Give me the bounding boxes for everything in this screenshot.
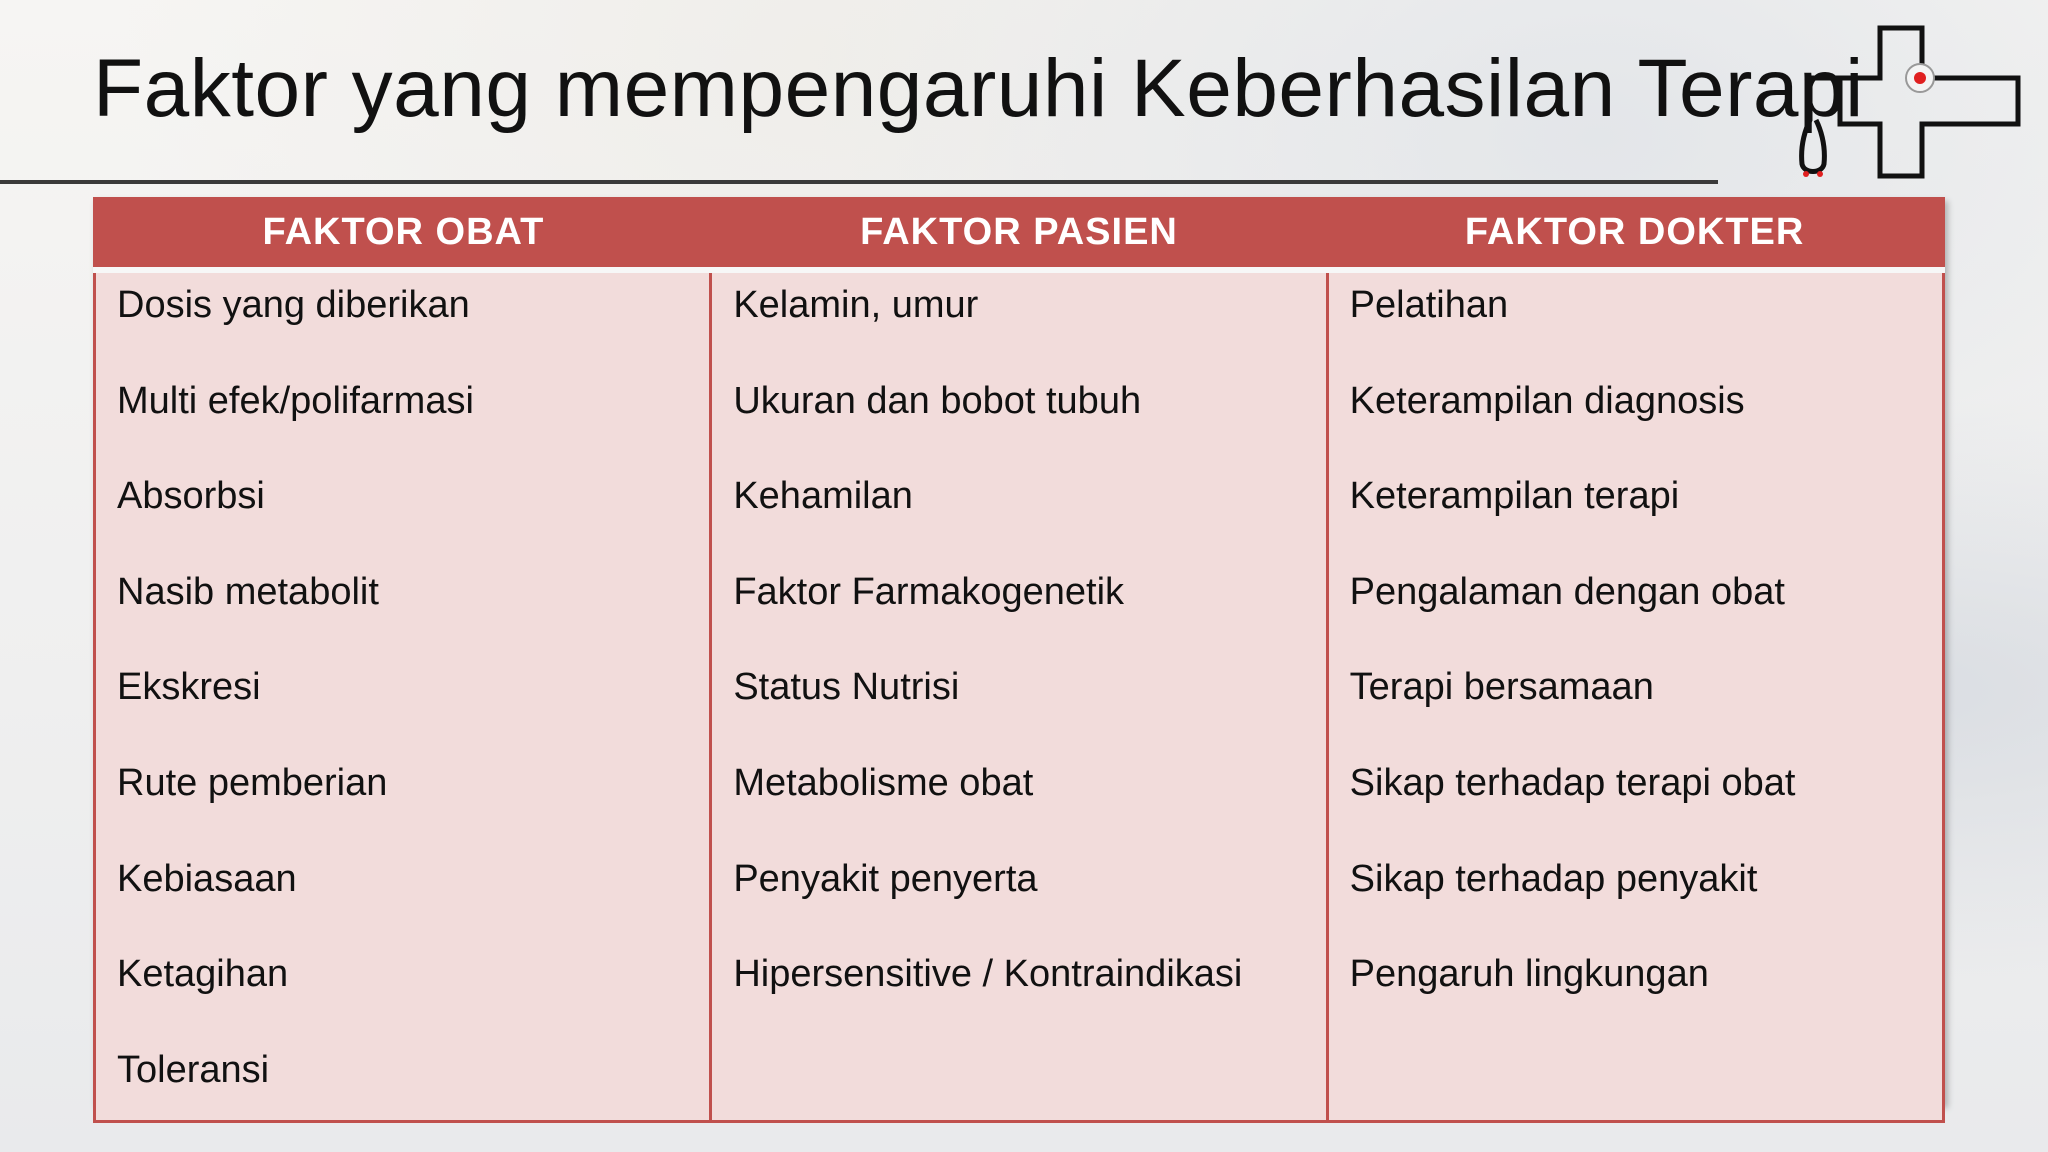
factors-table — [93, 197, 1945, 1123]
cell-text: Toleransi — [117, 1048, 270, 1091]
table-row — [95, 369, 1944, 465]
header-faktor-dokter: FAKTOR DOKTER — [1327, 197, 1943, 270]
cell-text: Penyakit penyerta — [733, 857, 1038, 900]
table-cell — [95, 369, 711, 465]
slide-title: Faktor yang mempengaruhi Keberhasilan Terapi — [93, 43, 1864, 134]
table-cell — [711, 942, 1327, 1038]
table-row — [95, 942, 1944, 1038]
table-cell — [711, 751, 1327, 847]
cell-text: Ukuran dan bobot tubuh — [733, 379, 1142, 422]
cell-text: Pengalaman dengan obat — [1349, 570, 1785, 613]
table-cell — [1327, 847, 1943, 943]
header-faktor-obat: FAKTOR OBAT — [95, 197, 711, 270]
cell-text: Kebiasaan — [117, 857, 297, 900]
cell-text: Pengaruh lingkungan — [1349, 953, 1709, 996]
table-cell — [95, 751, 711, 847]
cell-text: Keterampilan terapi — [1349, 475, 1680, 518]
table-row — [95, 847, 1944, 943]
table-row — [95, 464, 1944, 560]
table-cell — [711, 270, 1327, 369]
cell-text: Sikap terhadap terapi obat — [1349, 761, 1796, 804]
cell-text: Ketagihan — [117, 953, 289, 996]
cell-text: Absorbsi — [117, 475, 265, 518]
table-cell — [711, 560, 1327, 656]
table-cell — [95, 655, 711, 751]
cell-text: Faktor Farmakogenetik — [733, 570, 1125, 613]
table-header-row — [95, 197, 1944, 270]
table-cell — [95, 464, 711, 560]
table-cell — [711, 655, 1327, 751]
table-row — [95, 655, 1944, 751]
table-cell — [1327, 1038, 1943, 1122]
table-row — [95, 1038, 1944, 1122]
cell-text — [1350, 1038, 1942, 1050]
cell-text: Nasib metabolit — [117, 570, 379, 613]
table-cell — [95, 847, 711, 943]
header-faktor-pasien: FAKTOR PASIEN — [711, 197, 1327, 270]
table-cell — [711, 847, 1327, 943]
table-cell — [95, 560, 711, 656]
cell-text: Keterampilan diagnosis — [1349, 379, 1745, 422]
cell-text: Hipersensitive / Kontraindikasi — [733, 953, 1243, 996]
table-cell — [711, 464, 1327, 560]
table-cell — [1327, 655, 1943, 751]
cell-text — [733, 1038, 1325, 1050]
table-row — [95, 270, 1944, 369]
table-cell — [1327, 270, 1943, 369]
cell-text: Dosis yang diberikan — [117, 284, 470, 326]
table-row — [95, 751, 1944, 847]
cell-text: Rute pemberian — [117, 761, 388, 804]
table-cell — [1327, 464, 1943, 560]
title-divider — [0, 180, 1718, 184]
table-cell — [711, 1038, 1327, 1122]
cell-text: Kelamin, umur — [733, 284, 979, 326]
table-cell — [95, 942, 711, 1038]
cell-text: Multi efek/polifarmasi — [117, 379, 474, 422]
table-cell — [1327, 560, 1943, 656]
cell-text: Pelatihan — [1349, 284, 1509, 326]
table-cell — [95, 1038, 711, 1122]
cell-text: Sikap terhadap penyakit — [1349, 857, 1758, 900]
cell-text: Kehamilan — [733, 475, 913, 518]
table-cell — [1327, 942, 1943, 1038]
table-cell — [1327, 751, 1943, 847]
table-cell — [95, 270, 711, 369]
medical-cross-stethoscope-icon — [1796, 24, 2026, 194]
cell-text: Terapi bersamaan — [1349, 666, 1654, 709]
table-cell — [1327, 369, 1943, 465]
table-row — [95, 560, 1944, 656]
table-cell — [711, 369, 1327, 465]
cell-text: Ekskresi — [117, 666, 261, 709]
cell-text: Metabolisme obat — [733, 761, 1034, 804]
factors-table-container — [93, 197, 1945, 1104]
cell-text: Status Nutrisi — [733, 666, 960, 709]
